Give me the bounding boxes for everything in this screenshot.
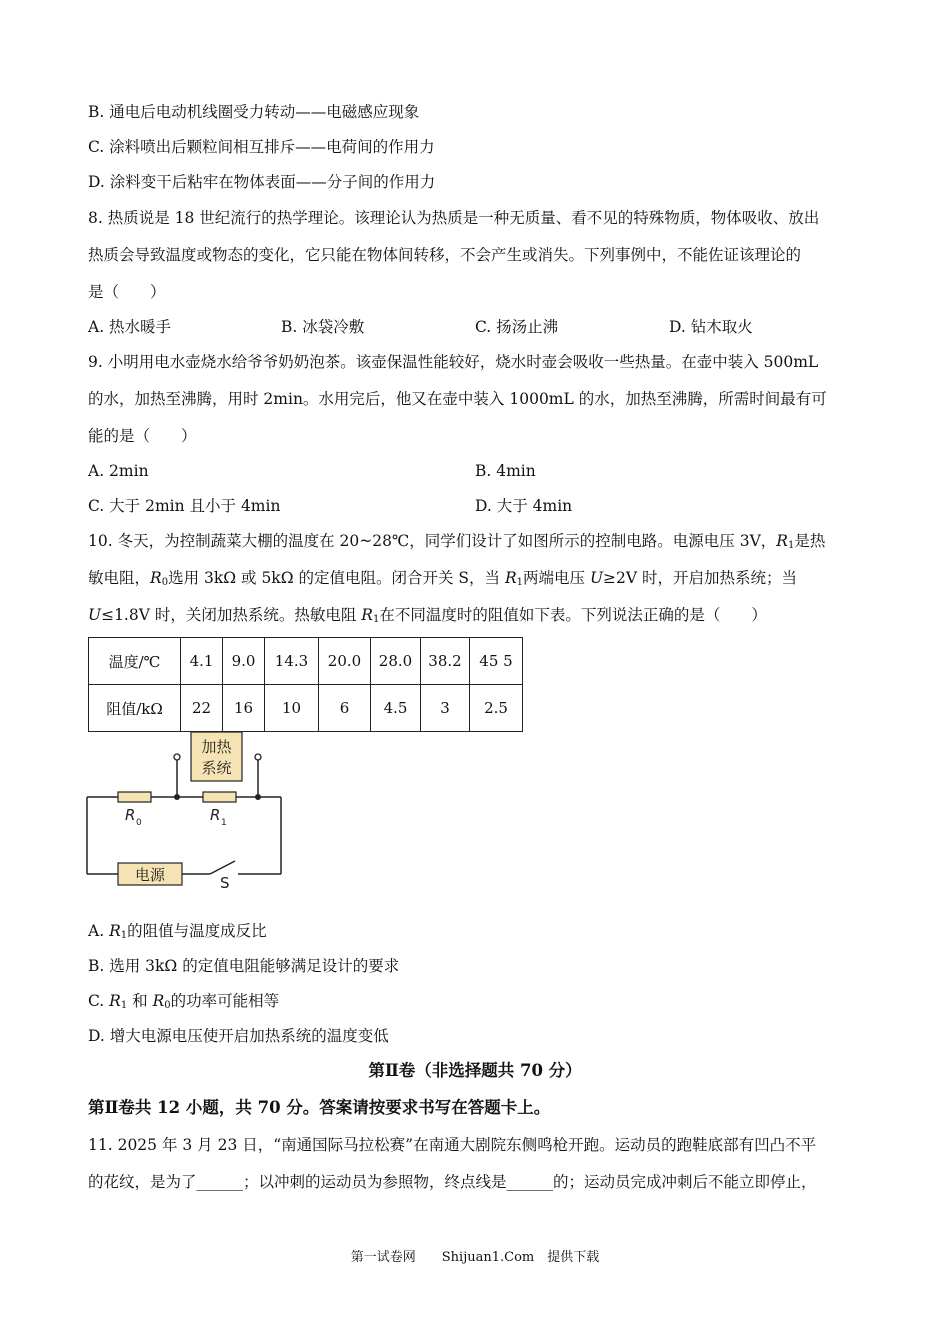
q8-stem-line2: 热质会导致温度或物态的变化，它只能在物体间转移，不会产生或消失。下列事例中，不能佐证该理论的 — [88, 246, 802, 264]
table-cell: 4.1 — [181, 638, 223, 685]
q9-stem-line2: 的水，加热至沸腾，用时 2min。水用完后，他又在壶中装入 1000mL 的水，加热至沸腾，所需时间最有可 — [88, 390, 827, 408]
q9-option-a: A. 2min — [88, 462, 149, 480]
table-cell: 22 — [181, 685, 223, 732]
table-cell: 16 — [223, 685, 265, 732]
switch-label: S — [220, 874, 230, 890]
heating-system-label-2: 系统 — [201, 759, 232, 777]
q7-option-c: C. 涂料喷出后颗粒间相互排斥——电荷间的作用力 — [88, 138, 435, 156]
q8-option-b: B. 冰袋冷敷 — [281, 318, 365, 336]
q9-option-d: D. 大于 4min — [475, 497, 573, 515]
resistor-r1 — [203, 792, 236, 802]
q8-option-a: A. 热水暖手 — [88, 318, 172, 336]
q10-stem-line2: 敏电阻，$R_0$选用 3kΩ 或 5kΩ 的定值电阻。闭合开关 S，当 $R_1$两端电压 U≥2V 时，开启加热系统；当 — [88, 569, 798, 588]
q8-option-c: C. 扬汤止沸 — [475, 318, 559, 336]
heating-system-label-1: 加热 — [201, 738, 232, 756]
r0-label: R — [125, 806, 136, 824]
junction-dot — [174, 794, 180, 800]
table-cell: 2.5 — [470, 685, 523, 732]
terminal-left — [174, 754, 180, 760]
q10-option-b: B. 选用 3kΩ 的定值电阻能够满足设计的要求 — [88, 957, 400, 975]
q10-option-a: A. $R_1$的阻值与温度成反比 — [88, 922, 267, 941]
table-cell: 10 — [265, 685, 319, 732]
resistor-r0 — [118, 792, 151, 802]
q9-option-b: B. 4min — [475, 462, 536, 480]
q11-stem-line1: 11. 2025 年 3 月 23 日，“南通国际马拉松赛”在南通大剧院东侧鸣枪开跑。运动员的跑鞋底部有凹凸不平 — [88, 1136, 817, 1154]
junction-dot — [255, 794, 261, 800]
table-cell: 20.0 — [319, 638, 371, 685]
table-cell: 45 5 — [470, 638, 523, 685]
section-title: 第Ⅱ卷（非选择题共 70 分） — [368, 1061, 582, 1080]
q9-option-c: C. 大于 2min 且小于 4min — [88, 497, 281, 515]
table-cell: 28.0 — [371, 638, 421, 685]
q10-option-d: D. 增大电源电压使开启加热系统的温度变低 — [88, 1027, 389, 1045]
q7-option-d: D. 涂料变干后粘牢在物体表面——分子间的作用力 — [88, 173, 436, 191]
table-cell: 38.2 — [421, 638, 470, 685]
section-instruction: 第Ⅱ卷共 12 小题，共 70 分。答案请按要求书写在答题卡上。 — [88, 1098, 551, 1117]
q10-option-c: C. $R_1$ 和 $R_0$的功率可能相等 — [88, 992, 280, 1011]
r1-label: R — [210, 806, 221, 824]
r0-subscript: 0 — [136, 818, 142, 828]
q10-stem-line1: 10. 冬天，为控制蔬菜大棚的温度在 20~28℃，同学们设计了如图所示的控制电路。电源电压 3V，$R_1$是热 — [88, 532, 826, 551]
table-cell: 9.0 — [223, 638, 265, 685]
q9-stem-line3: 能的是（ ） — [88, 427, 197, 445]
q8-stem-line1: 8. 热质说是 18 世纪流行的热学理论。该理论认为热质是一种无质量、看不见的特殊物质，物体吸收、放出 — [88, 209, 820, 227]
q8-stem-line3: 是（ ） — [88, 283, 166, 301]
circuit-wires — [87, 760, 281, 874]
table-cell: 6 — [319, 685, 371, 732]
page-footer: 第一试卷网 Shijuan1.Com 提供下载 — [350, 1250, 600, 1265]
table-header-temperature: 温度/℃ — [89, 638, 181, 685]
table-cell: 4.5 — [371, 685, 421, 732]
table-cell: 3 — [421, 685, 470, 732]
table-header-resistance: 阻值/kΩ — [89, 685, 181, 732]
q11-stem-line2: 的花纹，是为了______；以冲刺的运动员为参照物，终点线是______的；运动员完成冲刺后不能立即停止， — [88, 1173, 817, 1191]
power-source-label: 电源 — [134, 866, 166, 884]
terminal-right — [255, 754, 261, 760]
q10-stem-line3: U≤1.8V 时，关闭加热系统。热敏电阻 $R_1$在不同温度时的阻值如下表。下列说法正确的是（ ） — [88, 606, 767, 625]
q9-stem-line1: 9. 小明用电水壶烧水给爷爷奶奶泡茶。该壶保温性能较好，烧水时壶会吸收一些热量。在壶中装入 500mL — [88, 353, 819, 371]
r1-subscript: 1 — [221, 818, 227, 828]
table-cell: 14.3 — [265, 638, 319, 685]
resistance-temperature-table — [88, 637, 523, 732]
table-row-resistance — [89, 685, 523, 732]
q8-option-d: D. 钻木取火 — [669, 318, 753, 336]
table-row-temperature — [89, 638, 523, 685]
control-circuit-diagram — [80, 730, 300, 890]
q7-option-b: B. 通电后电动机线圈受力转动——电磁感应现象 — [88, 103, 420, 121]
